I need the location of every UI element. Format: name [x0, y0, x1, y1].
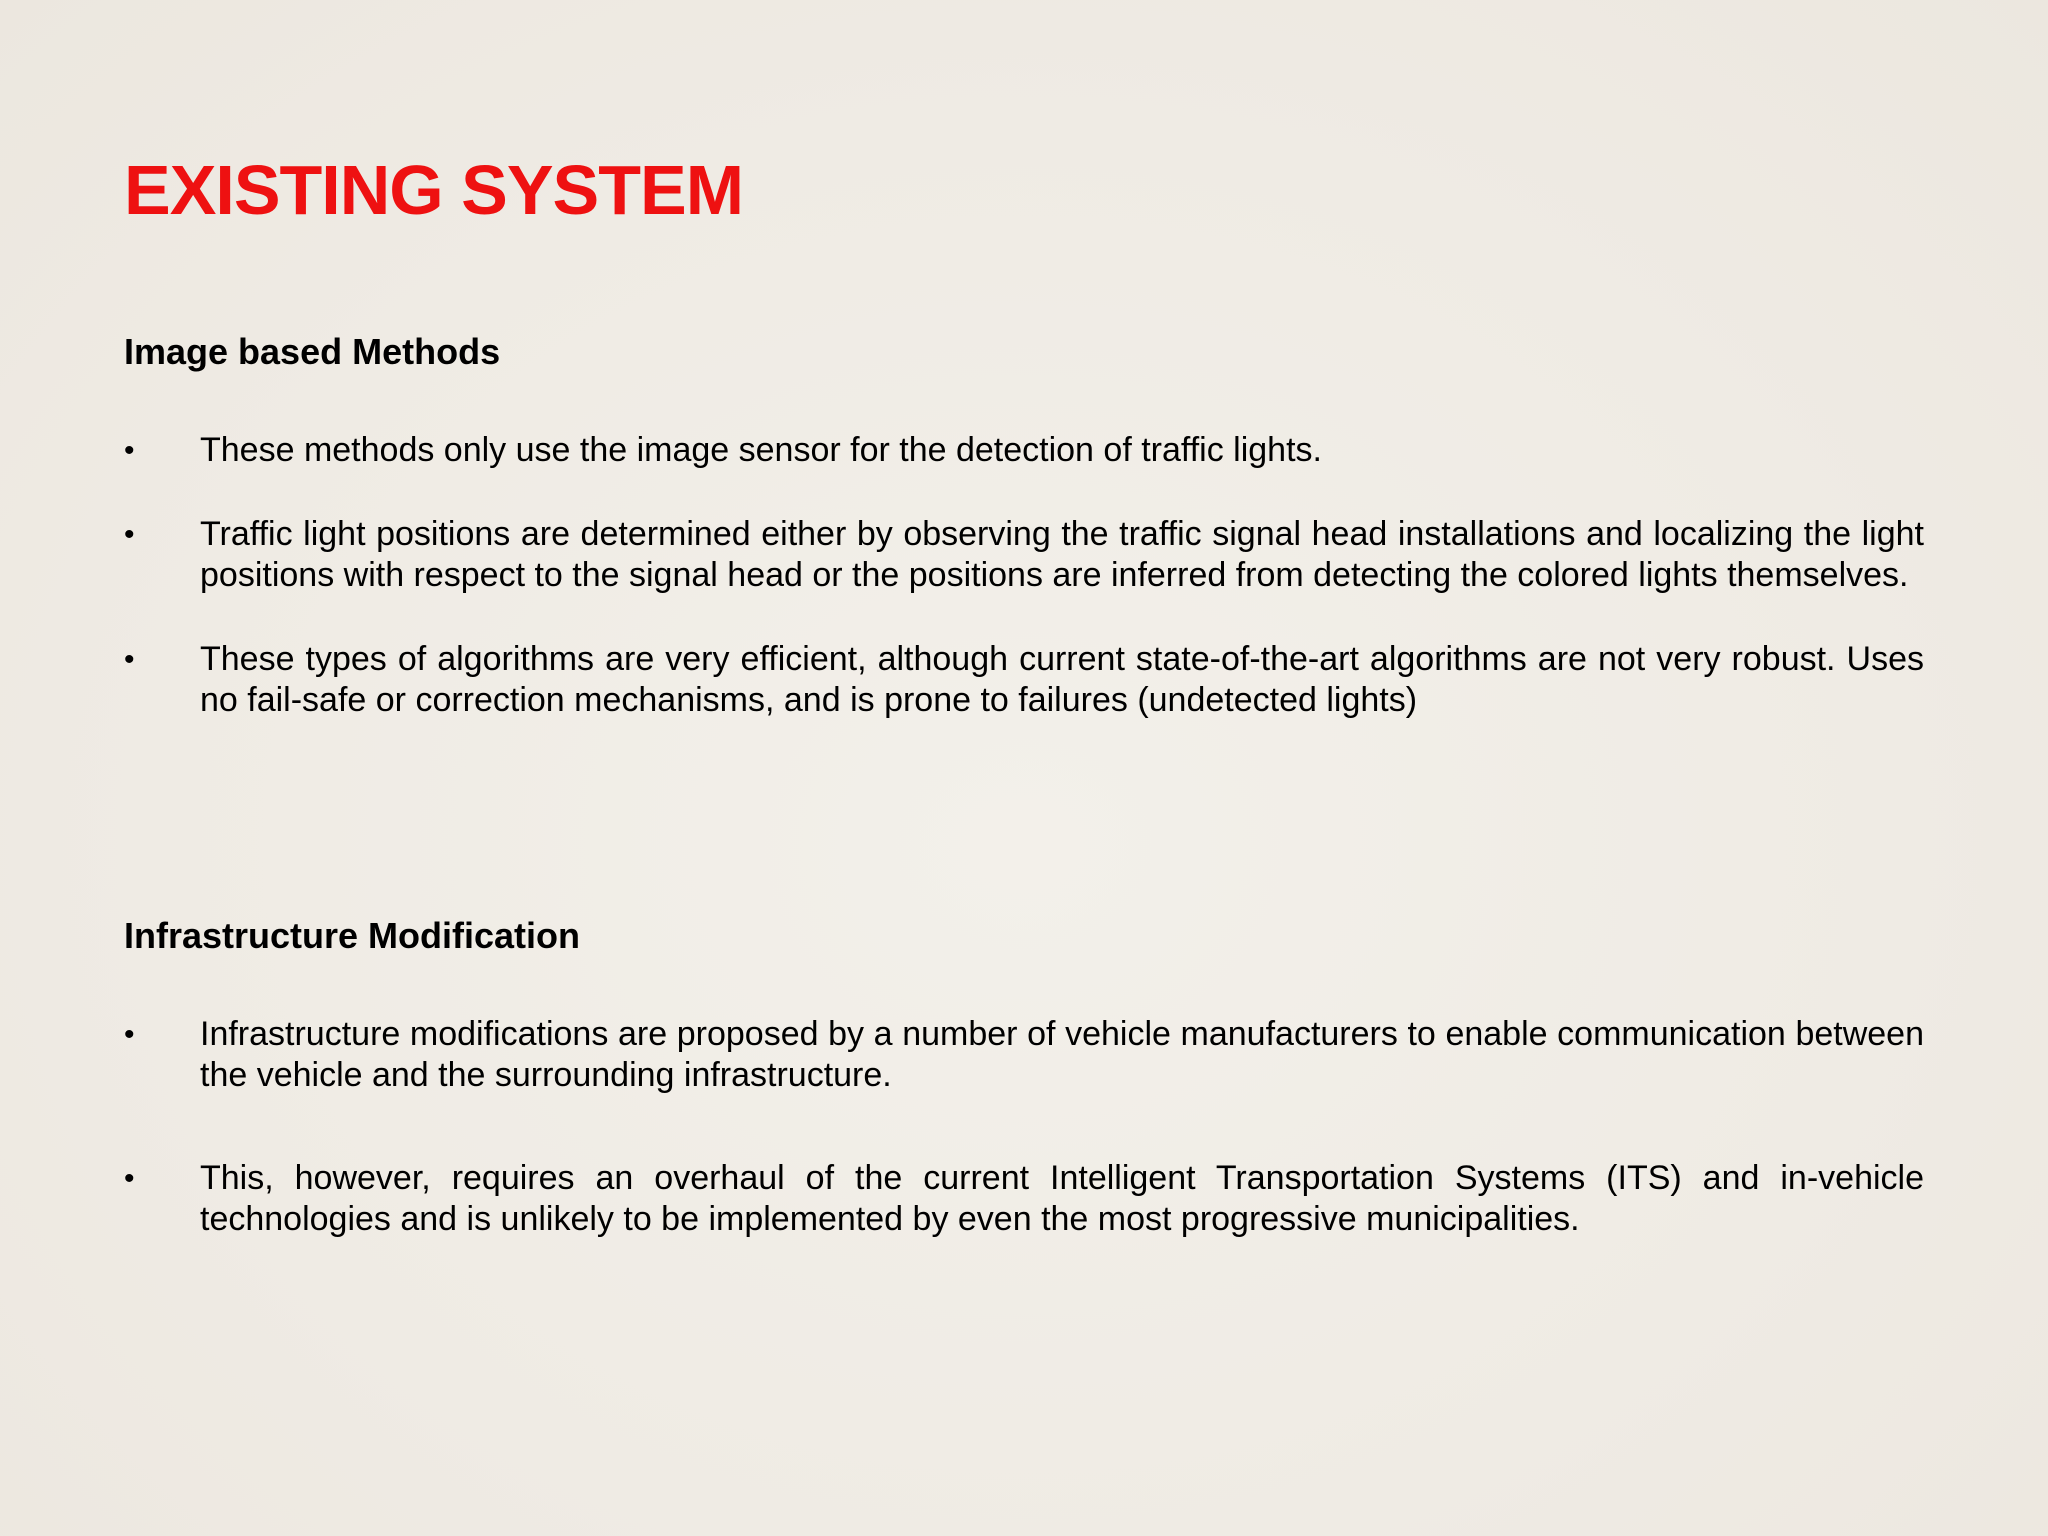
bullet-item: [124, 639, 1924, 721]
bullet-item: [124, 1158, 1924, 1240]
bullet-icon: •: [124, 643, 135, 676]
bullet-icon: •: [124, 434, 135, 467]
bullet-text: Traffic light positions are determined either by observing the traffic signal head installations and localizing the light positions with respect to the signal head or the positions are inferred from detecting the colored lights themselves.: [200, 515, 1924, 594]
bullet-icon: •: [124, 518, 135, 551]
bullet-text: This, however, requires an overhaul of the current Intelligent Transportation Systems (ITS) and in-vehicle technologies and is unlikely to be implemented by even the most progressive municipalities.: [200, 1159, 1924, 1238]
section-image-based-methods: [124, 330, 1924, 721]
section-heading: Image based Methods: [124, 331, 501, 372]
bullet-list: [124, 430, 1924, 721]
section-infrastructure-modification: [124, 914, 1924, 1240]
bullet-icon: •: [124, 1162, 135, 1195]
bullet-item: [124, 430, 1924, 471]
bullet-text: Infrastructure modifications are proposed by a number of vehicle manufacturers to enable communication between the vehicle and the surrounding infrastructure.: [200, 1015, 1924, 1094]
bullet-list: [124, 1014, 1924, 1240]
section-heading: Infrastructure Modification: [124, 915, 581, 956]
slide-title: EXISTING SYSTEM: [124, 151, 743, 229]
bullet-icon: •: [124, 1018, 135, 1051]
bullet-item: [124, 1014, 1924, 1096]
bullet-text: These methods only use the image sensor for the detection of traffic lights.: [200, 431, 1322, 469]
bullet-item: [124, 514, 1924, 596]
bullet-text: These types of algorithms are very efficient, although current state-of-the-art algorithms are not very robust. Uses no fail-safe or correction mechanisms, and is prone to failures (undetected lights): [200, 640, 1924, 719]
